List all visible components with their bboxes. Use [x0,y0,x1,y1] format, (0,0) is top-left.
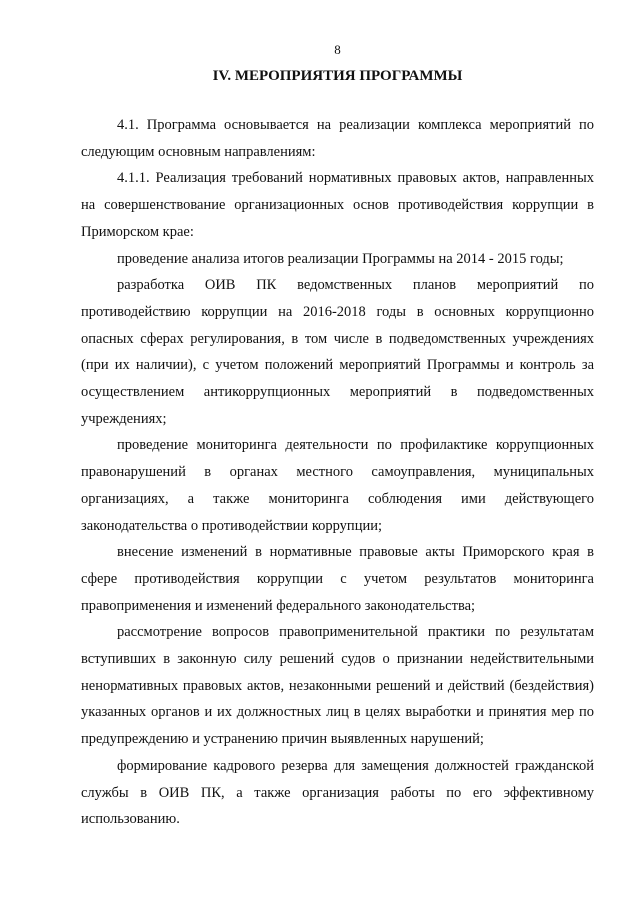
paragraph: проведение мониторинга деятельности по профилактике коррупционных правонарушений в органах местного самоуправления, муниципальных организациях, а также мониторинга соблюдения ими действующего законодательства о противодействии коррупции; [81,437,594,534]
paragraph: разработка ОИВ ПК ведомственных планов мероприятий по противодействию коррупции на 2016-2018 годы в основных коррупционно опасных сферах регулирования, в том числе в подведомственных учреждениях (при их наличии), с учетом положений мероприятий Программы и контроль за осуществлением антикоррупционных мероприятий в подведомственных учреждениях; [81,277,594,427]
paragraph: внесение изменений в нормативные правовые акты Приморского края в сфере противодействия коррупции с учетом результатов мониторинга правоприменения и изменений федерального законодательства; [81,544,594,614]
body-text [81,112,594,833]
page-number: 8 [334,42,341,57]
paragraph: 4.1. Программа основывается на реализации комплекса мероприятий по следующим основным направлениям: [81,117,594,160]
paragraph: проведение анализа итогов реализации Программы на 2014 - 2015 годы; [117,250,564,267]
paragraph: формирование кадрового резерва для замещения должностей гражданской службы в ОИВ ПК, а также организация работы по его эффективному использованию. [81,757,594,828]
section-title: IV. МЕРОПРИЯТИЯ ПРОГРАММЫ [212,68,463,84]
paragraph: 4.1.1. Реализация требований нормативных правовых актов, направленных на совершенствование организационных основ противодействия коррупции в Приморском крае: [81,170,594,240]
paragraph: рассмотрение вопросов правоприменительной практики по результатам вступивших в законную силу решений судов о признании недействительными ненормативных правовых актов, незаконными решений и действий (бездействия) указанных органов и их должностных лиц в целях выработки и принятия мер по предупреждению и устранению причин выявленных нарушений; [81,624,594,748]
